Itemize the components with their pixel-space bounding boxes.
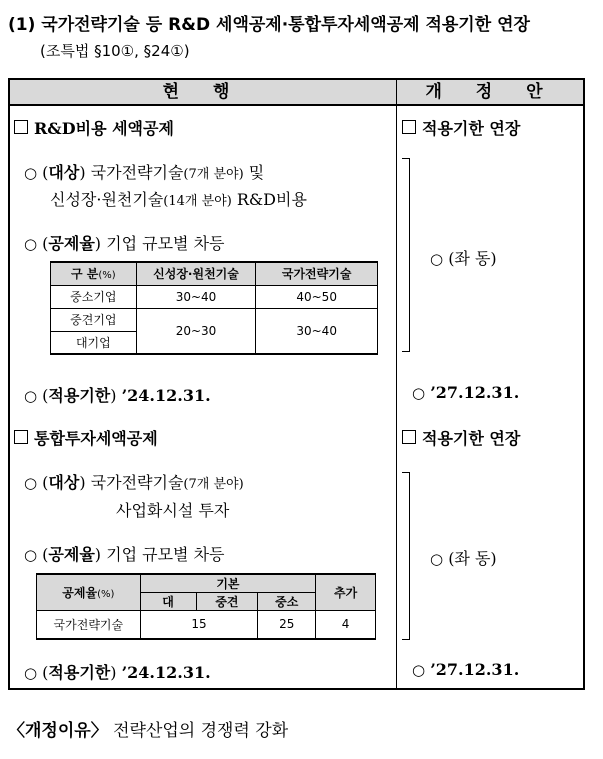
bullet-icon: ○	[430, 250, 444, 268]
target-text: 국가전략기술	[90, 473, 184, 492]
rnd-rate: ○ (공제율) 기업 규모별 차등	[24, 234, 225, 253]
table-cell: 30~40	[256, 308, 378, 354]
col-header: 중견	[196, 593, 258, 611]
section-title-rnd: R&D비용 세액공제	[34, 119, 174, 138]
period-value: ’24.12.31.	[121, 663, 211, 682]
proposed-title-rnd: 적용기한 연장	[422, 119, 521, 138]
bullet-icon: ○	[430, 550, 444, 568]
table-cell: 15	[140, 611, 258, 639]
target-small: (7개 분야)	[183, 167, 244, 182]
rate-text: 기업 규모별 차등	[106, 234, 225, 253]
rate-text: 기업 규모별 차등	[106, 545, 225, 564]
rnd-target: ○ (대상) 국가전략기술(7개 분야) 및	[24, 163, 265, 182]
bullet-icon: ○	[412, 661, 426, 679]
target-small: (7개 분야)	[183, 477, 244, 492]
table-cell: 중소기업	[51, 285, 137, 308]
table-cell: 20~30	[136, 308, 256, 354]
checkbox-icon	[402, 120, 416, 134]
table-row	[51, 308, 378, 331]
rnd-target-line2	[50, 187, 307, 210]
period-value: ’24.12.31.	[121, 386, 211, 405]
col-header: 대	[140, 593, 196, 611]
invest-target: ○ (대상) 국가전략기술(7개 분야)	[24, 473, 244, 492]
proposed-period-invest: ○ ’27.12.31.	[412, 660, 520, 679]
table-header	[10, 80, 583, 106]
target-text: 국가전략기술	[90, 163, 184, 182]
proposed-title-invest: 적용기한 연장	[422, 429, 521, 448]
invest-period: ○ (적용기한) ’24.12.31.	[24, 663, 211, 682]
rate-label: 공제율	[48, 234, 95, 253]
col-header: 기본	[140, 574, 315, 593]
table-cell: 30~40	[136, 285, 256, 308]
target-label: 대상	[48, 473, 80, 492]
checkbox-icon	[402, 430, 416, 444]
bullet-icon: ○	[24, 474, 38, 492]
proposed-same-rnd: ○ (좌 동)	[430, 249, 497, 268]
target-text: R&D비용	[236, 190, 307, 209]
reason-label: 〈개정이유〉	[8, 721, 108, 741]
target-label: 대상	[48, 163, 80, 182]
col-header: 공제율(%)	[37, 574, 141, 611]
table-cell: 25	[258, 611, 316, 639]
bracket-icon	[402, 472, 410, 640]
checkbox-icon	[14, 120, 28, 134]
bullet-icon: ○	[412, 384, 426, 402]
col-header: 국가전략기술	[256, 262, 378, 285]
invest-target-line2: 사업화시설 투자	[116, 501, 230, 520]
table-cell: 40~50	[256, 285, 378, 308]
rnd-rate-table	[50, 261, 378, 355]
comparison-table	[8, 78, 585, 690]
bracket-icon	[402, 158, 410, 352]
bullet-icon: ○	[24, 664, 38, 682]
period-label: 적용기한	[48, 386, 111, 405]
target-small: (14개 분야)	[163, 194, 232, 209]
table-cell: 대기업	[51, 331, 137, 354]
proposed-period-rnd: ○ ’27.12.31.	[412, 383, 520, 402]
bullet-icon: ○	[24, 387, 38, 405]
rate-label: 공제율	[48, 545, 95, 564]
target-text: 및	[248, 163, 265, 182]
checkbox-icon	[14, 430, 28, 444]
table-row	[51, 285, 378, 308]
target-text: 신성장·원천기술	[50, 190, 164, 209]
rnd-period: ○ (적용기한) ’24.12.31.	[24, 386, 211, 405]
col-header: 신성장·원천기술	[136, 262, 256, 285]
col-header: 추가	[316, 574, 376, 611]
reason-text: 전략산업의 경쟁력 강화	[113, 721, 289, 741]
bullet-icon: ○	[24, 235, 38, 253]
section-title-invest: 통합투자세액공제	[34, 429, 158, 448]
period-label: 적용기한	[48, 663, 111, 682]
invest-rate-table	[36, 573, 376, 640]
table-cell: 중견기업	[51, 308, 137, 331]
proposed-same-invest: ○ (좌 동)	[430, 549, 497, 568]
table-cell: 국가전략기술	[37, 611, 141, 639]
header-current: 현 행	[162, 82, 244, 102]
revision-reason	[8, 716, 288, 741]
header-proposed: 개 정 안	[425, 82, 557, 102]
invest-rate: ○ (공제율) 기업 규모별 차등	[24, 545, 225, 564]
column-divider	[396, 80, 397, 688]
table-cell: 4	[316, 611, 376, 639]
table-row	[37, 611, 376, 639]
col-header: 중소	[258, 593, 316, 611]
page-title: (1) 국가전략기술 등 R&D 세액공제·통합투자세액공제 적용기한 연장	[8, 15, 530, 35]
col-header: 구 분(%)	[51, 262, 137, 285]
bullet-icon: ○	[24, 164, 38, 182]
bullet-icon: ○	[24, 546, 38, 564]
law-reference: (조특법 §10①, §24①)	[40, 42, 190, 60]
